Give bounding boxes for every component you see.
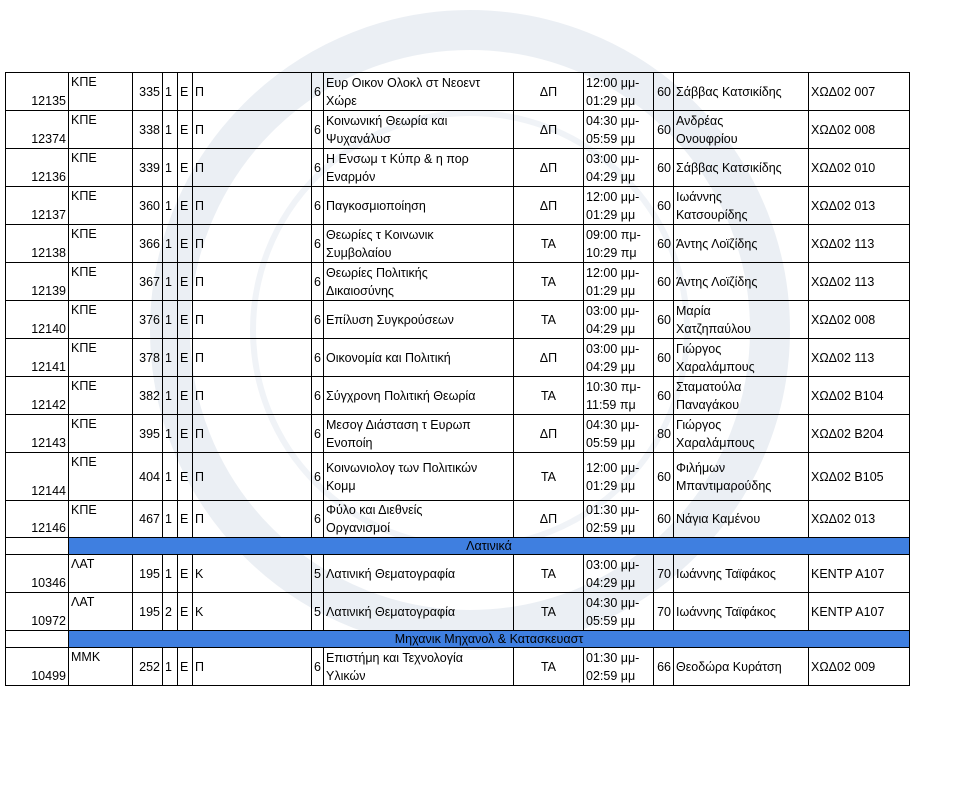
course-title	[324, 453, 514, 501]
department: ΚΠΕ	[69, 339, 133, 377]
time-slot	[584, 111, 654, 149]
instructor-line: Παναγάκου	[676, 397, 740, 412]
instructor	[674, 593, 809, 631]
course-title	[324, 263, 514, 301]
course-code: 12137	[6, 187, 69, 225]
course-title-line: Κοινωνιολογ των Πολιτικών	[326, 460, 478, 475]
level-letter: Ε	[178, 187, 193, 225]
course-code: 12140	[6, 301, 69, 339]
instructor-line: Χατζηπαύλου	[676, 321, 751, 336]
course-number: 404	[133, 453, 163, 501]
instructor	[674, 73, 809, 111]
course-title	[324, 593, 514, 631]
room: ΧΩΔ02 013	[809, 187, 910, 225]
instructor	[674, 339, 809, 377]
instructor-line: Χαραλάμπους	[676, 359, 755, 374]
course-number: 195	[133, 555, 163, 593]
instructor-line: Άντης Λοϊζίδης	[676, 274, 758, 289]
table-row	[6, 501, 910, 538]
time-slot	[584, 648, 654, 686]
course-number: 376	[133, 301, 163, 339]
seats: 66	[654, 648, 674, 686]
course-title-line: Κοινωνική Θεωρία και	[326, 113, 448, 128]
instructor-line: Μαρία	[676, 303, 711, 318]
course-title-line: Οργανισμοί	[326, 521, 390, 535]
section-title: Μηχανικ Μηχανολ & Κατασκευαστ	[69, 631, 910, 648]
instructor-line: Ιωάννης Ταϊφάκος	[676, 566, 776, 581]
room: ΧΩΔ02 010	[809, 149, 910, 187]
level-number: 1	[163, 187, 178, 225]
level-number: 1	[163, 225, 178, 263]
seats: 60	[654, 501, 674, 538]
department: ΜΜΚ	[69, 648, 133, 686]
time-slot	[584, 149, 654, 187]
course-title-line: Επίλυση Συγκρούσεων	[326, 312, 454, 327]
level-letter: Ε	[178, 149, 193, 187]
instructor-line: Χαραλάμπους	[676, 435, 755, 450]
course-title-line: Κομμ	[326, 478, 356, 493]
level-number: 1	[163, 453, 178, 501]
course-title-line: Λατινική Θεματογραφία	[326, 566, 456, 581]
department: ΚΠΕ	[69, 377, 133, 415]
seats: 60	[654, 225, 674, 263]
level-letter: Ε	[178, 263, 193, 301]
course-title	[324, 301, 514, 339]
time-slot-line: 05:59 μμ	[586, 435, 636, 450]
time-slot	[584, 453, 654, 501]
level-letter: Ε	[178, 555, 193, 593]
time-slot	[584, 301, 654, 339]
course-number: 382	[133, 377, 163, 415]
time-slot-line: 04:29 μμ	[586, 169, 636, 184]
course-code: 10499	[6, 648, 69, 686]
course-title-line: Παγκοσμιοποίηση	[326, 198, 426, 213]
instructor	[674, 377, 809, 415]
time-slot	[584, 263, 654, 301]
course-type: ΤΑ	[514, 301, 584, 339]
level-number: 1	[163, 415, 178, 453]
ects: 6	[312, 339, 324, 377]
instructor-line: Σταματούλα	[676, 379, 742, 394]
room: ΧΩΔ02 Β104	[809, 377, 910, 415]
course-number: 360	[133, 187, 163, 225]
category: Π	[193, 501, 312, 538]
course-code: 12139	[6, 263, 69, 301]
table-row	[6, 149, 910, 187]
level-letter: Ε	[178, 453, 193, 501]
ects: 5	[312, 555, 324, 593]
department: ΛΑΤ	[69, 555, 133, 593]
category: Π	[193, 377, 312, 415]
course-number: 367	[133, 263, 163, 301]
instructor	[674, 501, 809, 538]
blank-cell	[6, 538, 69, 555]
course-title	[324, 415, 514, 453]
level-number: 1	[163, 263, 178, 301]
course-type: ΤΑ	[514, 593, 584, 631]
level-letter: Ε	[178, 225, 193, 263]
course-type: ΤΑ	[514, 453, 584, 501]
room: ΧΩΔ02 008	[809, 301, 910, 339]
ects: 6	[312, 648, 324, 686]
department: ΚΠΕ	[69, 301, 133, 339]
course-title-line: Φύλο και Διεθνείς	[326, 503, 423, 517]
course-title	[324, 187, 514, 225]
seats: 60	[654, 339, 674, 377]
level-letter: Ε	[178, 111, 193, 149]
category: Κ	[193, 593, 312, 631]
category: Π	[193, 187, 312, 225]
time-slot-line: 12:00 μμ-	[586, 189, 640, 204]
course-title	[324, 339, 514, 377]
course-type: ΤΑ	[514, 225, 584, 263]
course-title	[324, 149, 514, 187]
course-code: 12143	[6, 415, 69, 453]
course-title-line: Ευρ Οικον Ολοκλ στ Νεοεντ	[326, 75, 481, 90]
category: Π	[193, 263, 312, 301]
instructor	[674, 301, 809, 339]
instructor-line: Άντης Λοϊζίδης	[676, 236, 758, 251]
room: ΧΩΔ02 008	[809, 111, 910, 149]
course-title-line: Δικαιοσύνης	[326, 283, 394, 298]
department: ΚΠΕ	[69, 187, 133, 225]
course-title-line: Εναρμόν	[326, 169, 376, 184]
course-code: 12142	[6, 377, 69, 415]
ects: 6	[312, 453, 324, 501]
level-letter: Ε	[178, 301, 193, 339]
course-code: 12141	[6, 339, 69, 377]
time-slot-line: 09:00 πμ-	[586, 227, 641, 242]
course-title-line: Συμβολαίου	[326, 245, 392, 260]
instructor-line: Ιωάννης	[676, 189, 722, 204]
course-type: ΔΠ	[514, 339, 584, 377]
course-number: 467	[133, 501, 163, 538]
course-code: 10346	[6, 555, 69, 593]
course-title-line: Χώρε	[326, 93, 357, 108]
department: ΚΠΕ	[69, 263, 133, 301]
time-slot-line: 01:30 μμ-	[586, 503, 640, 517]
course-title-line: Ψυχανάλυσ	[326, 131, 391, 146]
time-slot-line: 03:00 μμ-	[586, 341, 640, 356]
ects: 6	[312, 377, 324, 415]
course-code: 12138	[6, 225, 69, 263]
category: Π	[193, 415, 312, 453]
time-slot-line: 01:30 μμ-	[586, 650, 640, 665]
course-number: 395	[133, 415, 163, 453]
time-slot	[584, 73, 654, 111]
course-number: 338	[133, 111, 163, 149]
instructor-line: Νάγια Καμένου	[676, 512, 761, 526]
seats: 80	[654, 415, 674, 453]
table-row	[6, 339, 910, 377]
time-slot-line: 03:00 μμ-	[586, 303, 640, 318]
course-title-line: Επιστήμη και Τεχνολογία	[326, 650, 463, 665]
time-slot	[584, 555, 654, 593]
instructor-line: Μπαντιμαρούδης	[676, 478, 772, 493]
category: Π	[193, 149, 312, 187]
time-slot	[584, 225, 654, 263]
course-code: 12135	[6, 73, 69, 111]
course-type: ΤΑ	[514, 263, 584, 301]
room: ΧΩΔ02 113	[809, 339, 910, 377]
department: ΚΠΕ	[69, 501, 133, 538]
level-number: 1	[163, 111, 178, 149]
time-slot-line: 12:00 μμ-	[586, 265, 640, 280]
time-slot-line: 03:00 μμ-	[586, 557, 640, 572]
course-title-line: Λατινική Θεματογραφία	[326, 604, 456, 619]
instructor-line: Σάββας Κατσικίδης	[676, 160, 782, 175]
level-number: 1	[163, 301, 178, 339]
room: ΚΕΝΤΡ Α107	[809, 593, 910, 631]
category: Κ	[193, 555, 312, 593]
course-type: ΔΠ	[514, 187, 584, 225]
time-slot	[584, 187, 654, 225]
department: ΚΠΕ	[69, 453, 133, 501]
time-slot-line: 01:29 μμ	[586, 478, 636, 493]
ects: 6	[312, 187, 324, 225]
table-row	[6, 263, 910, 301]
department: ΚΠΕ	[69, 415, 133, 453]
blank-cell	[6, 631, 69, 648]
course-code: 10972	[6, 593, 69, 631]
level-letter: Ε	[178, 415, 193, 453]
table-row	[6, 301, 910, 339]
table-row	[6, 453, 910, 501]
time-slot-line: 11:59 πμ	[586, 397, 636, 412]
time-slot-line: 10:29 πμ	[586, 245, 637, 260]
seats: 60	[654, 73, 674, 111]
course-number: 339	[133, 149, 163, 187]
table-row	[6, 555, 910, 593]
level-letter: Ε	[178, 501, 193, 538]
time-slot-line: 04:30 μμ-	[586, 113, 640, 128]
time-slot-line: 04:30 μμ-	[586, 595, 640, 610]
time-slot-line: 01:29 μμ	[586, 93, 636, 108]
ects: 6	[312, 301, 324, 339]
department: ΚΠΕ	[69, 111, 133, 149]
time-slot	[584, 593, 654, 631]
course-title	[324, 555, 514, 593]
instructor	[674, 149, 809, 187]
time-slot-line: 12:00 μμ-	[586, 75, 640, 90]
table-row	[6, 73, 910, 111]
course-title-line: Οικονομία και Πολιτική	[326, 350, 451, 365]
course-title-line: Υλικών	[326, 668, 366, 683]
department: ΚΠΕ	[69, 73, 133, 111]
level-letter: Ε	[178, 593, 193, 631]
section-title: Λατινικά	[69, 538, 910, 555]
category: Π	[193, 111, 312, 149]
level-letter: Ε	[178, 377, 193, 415]
instructor-line: Κατσουρίδης	[676, 207, 748, 222]
room: ΚΕΝΤΡ Α107	[809, 555, 910, 593]
category: Π	[193, 225, 312, 263]
instructor	[674, 415, 809, 453]
course-title	[324, 648, 514, 686]
ects: 6	[312, 111, 324, 149]
category: Π	[193, 73, 312, 111]
instructor-line: Ιωάννης Ταϊφάκος	[676, 604, 776, 619]
category: Π	[193, 301, 312, 339]
time-slot-line: 05:59 μμ	[586, 613, 636, 628]
instructor-line: Ανδρέας	[676, 113, 724, 128]
time-slot-line: 04:29 μμ	[586, 575, 636, 590]
course-title	[324, 501, 514, 538]
course-title-line: Θεωρίες τ Κοινωνικ	[326, 227, 434, 242]
table-body	[6, 73, 910, 686]
time-slot-line: 04:29 μμ	[586, 321, 636, 336]
time-slot-line: 02:59 μμ	[586, 668, 636, 683]
department: ΚΠΕ	[69, 149, 133, 187]
time-slot-line: 01:29 μμ	[586, 283, 636, 298]
level-number: 1	[163, 555, 178, 593]
ects: 6	[312, 225, 324, 263]
table-row	[6, 111, 910, 149]
time-slot	[584, 415, 654, 453]
instructor	[674, 453, 809, 501]
level-number: 1	[163, 501, 178, 538]
level-number: 1	[163, 339, 178, 377]
category: Π	[193, 339, 312, 377]
seats: 60	[654, 301, 674, 339]
table-row	[6, 648, 910, 686]
instructor	[674, 111, 809, 149]
seats: 70	[654, 593, 674, 631]
course-title	[324, 225, 514, 263]
time-slot-line: 12:00 μμ-	[586, 460, 640, 475]
ects: 5	[312, 593, 324, 631]
course-type: ΔΠ	[514, 73, 584, 111]
time-slot-line: 01:29 μμ	[586, 207, 636, 222]
level-letter: Ε	[178, 73, 193, 111]
room: ΧΩΔ02 113	[809, 263, 910, 301]
time-slot	[584, 339, 654, 377]
seats: 60	[654, 111, 674, 149]
level-number: 1	[163, 377, 178, 415]
course-title-line: Η Ενσωμ τ Κύπρ & η πορ	[326, 151, 469, 166]
instructor-line: Γιώργος	[676, 417, 722, 432]
level-letter: Ε	[178, 339, 193, 377]
course-title	[324, 377, 514, 415]
level-number: 1	[163, 73, 178, 111]
course-code: 12374	[6, 111, 69, 149]
course-type: ΤΑ	[514, 377, 584, 415]
course-schedule-table	[5, 72, 910, 686]
ects: 6	[312, 415, 324, 453]
course-number: 252	[133, 648, 163, 686]
time-slot-line: 02:59 μμ	[586, 521, 636, 535]
table-row	[6, 593, 910, 631]
section-header-row	[6, 631, 910, 648]
instructor	[674, 555, 809, 593]
room: ΧΩΔ02 Β204	[809, 415, 910, 453]
instructor-line: Ονουφρίου	[676, 131, 738, 146]
course-code: 12146	[6, 501, 69, 538]
course-title-line: Ενοποίη	[326, 435, 373, 450]
course-title	[324, 73, 514, 111]
instructor	[674, 263, 809, 301]
instructor-line: Γιώργος	[676, 341, 722, 356]
instructor-line: Θεοδώρα Κυράτση	[676, 659, 782, 674]
room: ΧΩΔ02 013	[809, 501, 910, 538]
course-number: 335	[133, 73, 163, 111]
time-slot-line: 05:59 μμ	[586, 131, 636, 146]
department: ΛΑΤ	[69, 593, 133, 631]
course-title	[324, 111, 514, 149]
ects: 6	[312, 263, 324, 301]
course-code: 12136	[6, 149, 69, 187]
time-slot	[584, 377, 654, 415]
course-number: 378	[133, 339, 163, 377]
level-number: 1	[163, 149, 178, 187]
ects: 6	[312, 149, 324, 187]
time-slot	[584, 501, 654, 538]
time-slot-line: 10:30 πμ-	[586, 379, 641, 394]
time-slot-line: 04:30 μμ-	[586, 417, 640, 432]
course-type: ΔΠ	[514, 111, 584, 149]
seats: 60	[654, 149, 674, 187]
room: ΧΩΔ02 113	[809, 225, 910, 263]
room: ΧΩΔ02 007	[809, 73, 910, 111]
table-row	[6, 377, 910, 415]
instructor	[674, 187, 809, 225]
seats: 60	[654, 453, 674, 501]
category: Π	[193, 453, 312, 501]
ects: 6	[312, 501, 324, 538]
category: Π	[193, 648, 312, 686]
instructor	[674, 648, 809, 686]
instructor-line: Φιλήμων	[676, 460, 726, 475]
course-type: ΤΑ	[514, 555, 584, 593]
seats: 60	[654, 263, 674, 301]
table-row	[6, 187, 910, 225]
level-number: 1	[163, 648, 178, 686]
time-slot-line: 04:29 μμ	[586, 359, 636, 374]
course-title-line: Μεσογ Διάσταση τ Ευρωπ	[326, 417, 471, 432]
level-letter: Ε	[178, 648, 193, 686]
course-title-line: Σύγχρονη Πολιτική Θεωρία	[326, 388, 476, 403]
table-row	[6, 225, 910, 263]
course-number: 195	[133, 593, 163, 631]
course-type: ΔΠ	[514, 149, 584, 187]
seats: 70	[654, 555, 674, 593]
department: ΚΠΕ	[69, 225, 133, 263]
seats: 60	[654, 187, 674, 225]
section-header-row	[6, 538, 910, 555]
room: ΧΩΔ02 Β105	[809, 453, 910, 501]
course-type: ΤΑ	[514, 648, 584, 686]
seats: 60	[654, 377, 674, 415]
course-number: 366	[133, 225, 163, 263]
room: ΧΩΔ02 009	[809, 648, 910, 686]
time-slot-line: 03:00 μμ-	[586, 151, 640, 166]
ects: 6	[312, 73, 324, 111]
course-type: ΔΠ	[514, 501, 584, 538]
instructor-line: Σάββας Κατσικίδης	[676, 84, 782, 99]
course-type: ΔΠ	[514, 415, 584, 453]
course-title-line: Θεωρίες Πολιτικής	[326, 265, 428, 280]
instructor	[674, 225, 809, 263]
table-row	[6, 415, 910, 453]
course-code: 12144	[6, 453, 69, 501]
level-number: 2	[163, 593, 178, 631]
